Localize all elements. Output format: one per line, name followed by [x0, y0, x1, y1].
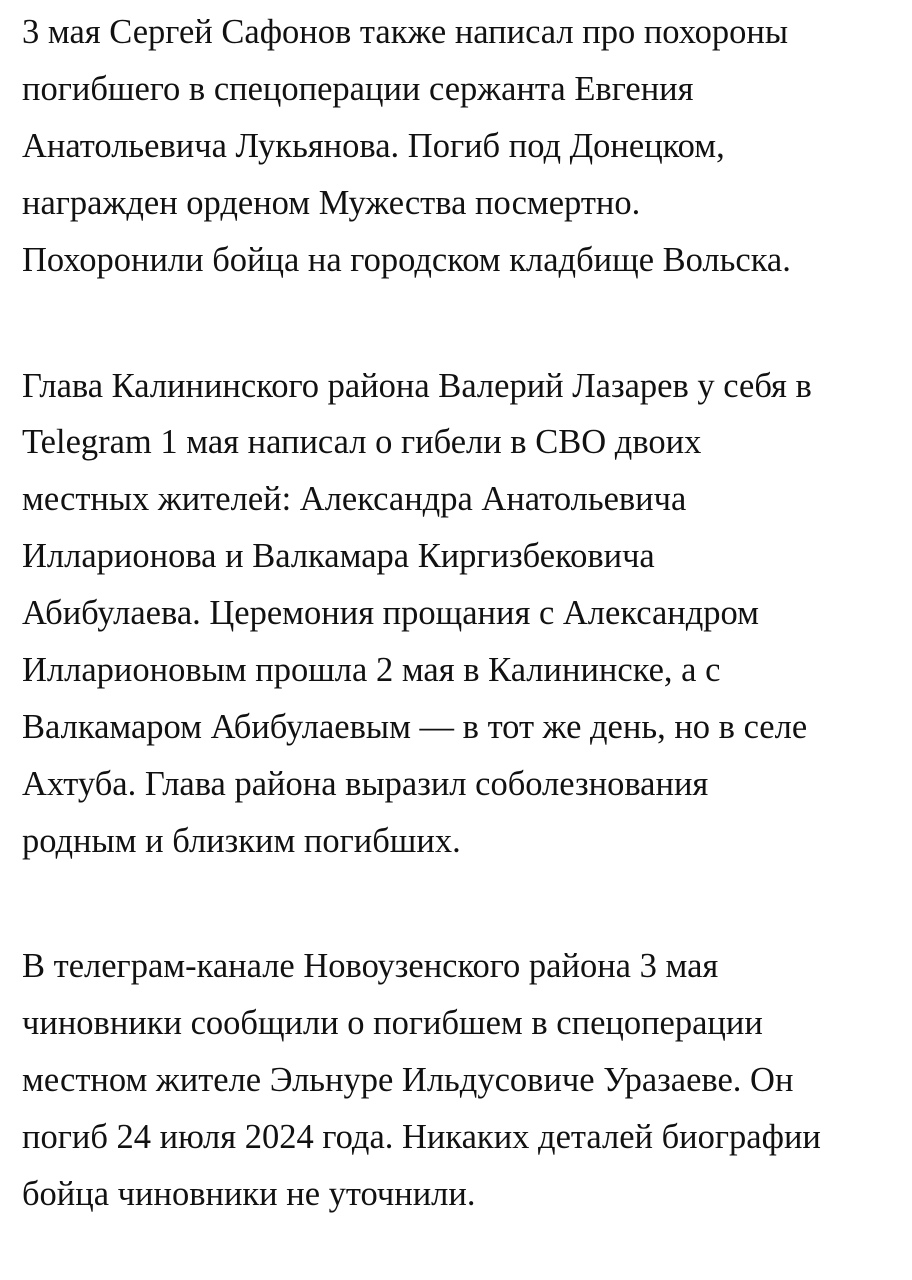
- text-line: Похоронили бойца на городском кладбище Вольска.: [22, 241, 791, 279]
- text-line: Илларионовым прошла 2 мая в Калининске, а с: [22, 651, 721, 689]
- text-line: награжден орденом Мужества посмертно.: [22, 184, 641, 222]
- text-line: Глава Калининского района Валерий Лазарев у себя в: [22, 367, 812, 405]
- text-line: Валкамаром Абибулаевым — в тот же день, но в селе: [22, 708, 808, 746]
- text-line: чиновники сообщили о погибшем в спецоперации: [22, 1004, 763, 1042]
- text-line: местных жителей: Александра Анатольевича: [22, 480, 687, 518]
- text-line: Абибулаева. Церемония прощания с Александром: [22, 594, 759, 632]
- text-line: Анатольевича Лукьянова. Погиб под Донецком,: [22, 127, 725, 165]
- text-line: Илларионова и Валкамара Киргизбековича: [22, 537, 655, 575]
- text-line: В телеграм-канале Новоузенского района 3 мая: [22, 947, 719, 985]
- text-line: погибшего в спецоперации сержанта Евгения: [22, 70, 694, 108]
- text-line: Ахтуба. Глава района выразил соболезнования: [22, 765, 709, 803]
- text-line: родным и близким погибших.: [22, 822, 461, 860]
- text-line: погиб 24 июля 2024 года. Никаких деталей биографии: [22, 1118, 821, 1156]
- text-line: бойца чиновники не уточнили.: [22, 1175, 476, 1213]
- text-line: Telegram 1 мая написал о гибели в СВО двоих: [22, 423, 702, 461]
- text-line: местном жителе Эльнуре Ильдусовиче Уразаеве. Он: [22, 1061, 794, 1099]
- text-line: 3 мая Сергей Сафонов также написал про похороны: [22, 13, 789, 51]
